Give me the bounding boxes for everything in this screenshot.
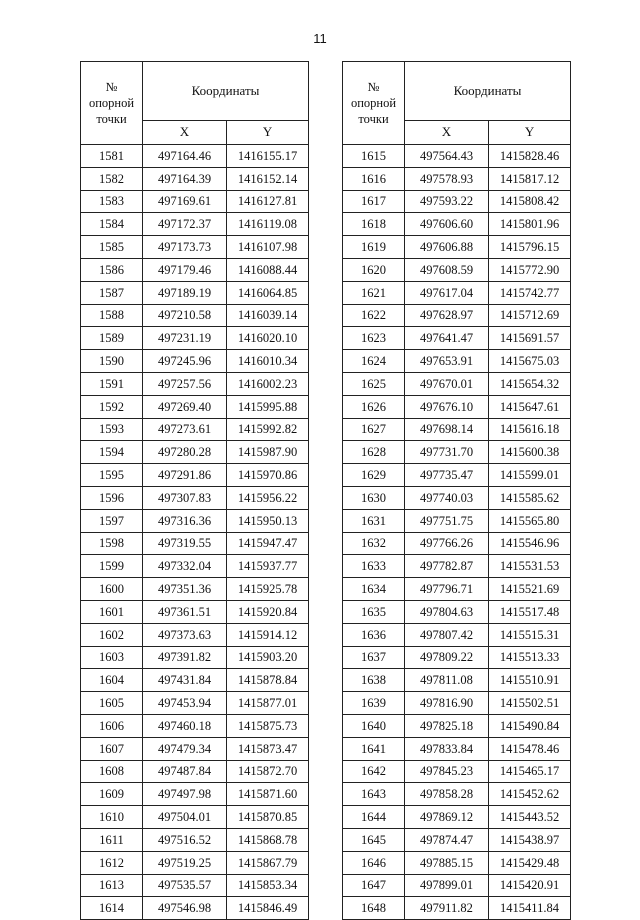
- table-row: [81, 578, 309, 601]
- point-number-cell: 1594: [81, 441, 143, 464]
- x-coordinate-cell: 497606.88: [405, 236, 489, 259]
- point-number-cell: 1619: [343, 236, 405, 259]
- header-point-number: [343, 62, 405, 145]
- y-coordinate-cell: 1415956.22: [227, 486, 309, 509]
- point-number-cell: 1648: [343, 897, 405, 920]
- y-coordinate-cell: 1415429.48: [489, 851, 571, 874]
- x-coordinate-cell: 497173.73: [143, 236, 227, 259]
- x-coordinate-cell: 497280.28: [143, 441, 227, 464]
- x-coordinate-cell: 497833.84: [405, 737, 489, 760]
- y-coordinate-cell: 1415465.17: [489, 760, 571, 783]
- y-coordinate-cell: 1415772.90: [489, 258, 571, 281]
- y-coordinate-cell: 1415585.62: [489, 486, 571, 509]
- point-number-cell: 1635: [343, 600, 405, 623]
- x-coordinate-cell: 497504.01: [143, 806, 227, 829]
- table-row: [81, 806, 309, 829]
- x-coordinate-cell: 497245.96: [143, 350, 227, 373]
- x-coordinate-cell: 497766.26: [405, 532, 489, 555]
- point-number-cell: 1581: [81, 145, 143, 168]
- point-number-cell: 1598: [81, 532, 143, 555]
- x-coordinate-cell: 497796.71: [405, 578, 489, 601]
- x-coordinate-cell: 497593.22: [405, 190, 489, 213]
- table-row: [81, 897, 309, 920]
- y-coordinate-cell: 1416088.44: [227, 258, 309, 281]
- header-point-number-word2: точки: [96, 112, 127, 126]
- y-coordinate-cell: 1415452.62: [489, 783, 571, 806]
- y-coordinate-cell: 1415600.38: [489, 441, 571, 464]
- y-coordinate-cell: 1415521.69: [489, 578, 571, 601]
- point-number-cell: 1608: [81, 760, 143, 783]
- y-coordinate-cell: 1415950.13: [227, 509, 309, 532]
- x-coordinate-cell: 497164.46: [143, 145, 227, 168]
- table-row: [81, 395, 309, 418]
- y-coordinate-cell: 1415925.78: [227, 578, 309, 601]
- point-number-cell: 1639: [343, 692, 405, 715]
- table-row: [81, 281, 309, 304]
- x-coordinate-cell: 497606.60: [405, 213, 489, 236]
- point-number-cell: 1614: [81, 897, 143, 920]
- point-number-cell: 1586: [81, 258, 143, 281]
- point-number-cell: 1584: [81, 213, 143, 236]
- point-number-cell: 1591: [81, 372, 143, 395]
- table-row: [81, 646, 309, 669]
- point-number-cell: 1633: [343, 555, 405, 578]
- table-row: [81, 783, 309, 806]
- x-coordinate-cell: 497874.47: [405, 828, 489, 851]
- y-coordinate-cell: 1416064.85: [227, 281, 309, 304]
- table-row: [343, 258, 571, 281]
- header-x: X: [143, 120, 227, 144]
- point-number-cell: 1582: [81, 167, 143, 190]
- x-coordinate-cell: 497519.25: [143, 851, 227, 874]
- x-coordinate-cell: 497391.82: [143, 646, 227, 669]
- table-row: [81, 372, 309, 395]
- table-row: [343, 760, 571, 783]
- point-number-cell: 1615: [343, 145, 405, 168]
- y-coordinate-cell: 1416119.08: [227, 213, 309, 236]
- y-coordinate-cell: 1415992.82: [227, 418, 309, 441]
- table-row: [81, 760, 309, 783]
- table-row: [343, 350, 571, 373]
- x-coordinate-cell: 497431.84: [143, 669, 227, 692]
- y-coordinate-cell: 1415599.01: [489, 464, 571, 487]
- table-row: [343, 304, 571, 327]
- header-point-number-word1: опорной: [88, 96, 135, 110]
- x-coordinate-cell: 497804.63: [405, 600, 489, 623]
- y-coordinate-cell: 1415877.01: [227, 692, 309, 715]
- point-number-cell: 1631: [343, 509, 405, 532]
- point-number-cell: 1592: [81, 395, 143, 418]
- y-coordinate-cell: 1415546.96: [489, 532, 571, 555]
- table-row: [343, 851, 571, 874]
- point-number-cell: 1617: [343, 190, 405, 213]
- x-coordinate-cell: 497811.08: [405, 669, 489, 692]
- table-row: [343, 509, 571, 532]
- point-number-cell: 1623: [343, 327, 405, 350]
- header-y: Y: [227, 120, 309, 144]
- header-coordinates: Координаты: [143, 62, 309, 121]
- table-row: [81, 350, 309, 373]
- point-number-cell: 1610: [81, 806, 143, 829]
- y-coordinate-cell: 1415853.34: [227, 874, 309, 897]
- y-coordinate-cell: 1416039.14: [227, 304, 309, 327]
- header-point-number-sign: №: [367, 80, 380, 94]
- table-row: [81, 600, 309, 623]
- y-coordinate-cell: 1415817.12: [489, 167, 571, 190]
- y-coordinate-cell: 1415675.03: [489, 350, 571, 373]
- y-coordinate-cell: 1415868.78: [227, 828, 309, 851]
- table-row: [343, 327, 571, 350]
- x-coordinate-cell: 497479.34: [143, 737, 227, 760]
- y-coordinate-cell: 1415828.46: [489, 145, 571, 168]
- table-row: [343, 213, 571, 236]
- y-coordinate-cell: 1415801.96: [489, 213, 571, 236]
- point-number-cell: 1590: [81, 350, 143, 373]
- y-coordinate-cell: 1415995.88: [227, 395, 309, 418]
- point-number-cell: 1587: [81, 281, 143, 304]
- y-coordinate-cell: 1415937.77: [227, 555, 309, 578]
- point-number-cell: 1613: [81, 874, 143, 897]
- point-number-cell: 1624: [343, 350, 405, 373]
- header-point-number: [81, 62, 143, 145]
- table-row: [81, 623, 309, 646]
- y-coordinate-cell: 1416127.81: [227, 190, 309, 213]
- table-row: [81, 532, 309, 555]
- x-coordinate-cell: 497210.58: [143, 304, 227, 327]
- y-coordinate-cell: 1415878.84: [227, 669, 309, 692]
- point-number-cell: 1634: [343, 578, 405, 601]
- table-body-left: [81, 145, 309, 920]
- table-row: [343, 372, 571, 395]
- x-coordinate-cell: 497578.93: [405, 167, 489, 190]
- y-coordinate-cell: 1415796.15: [489, 236, 571, 259]
- table-row: [81, 692, 309, 715]
- point-number-cell: 1583: [81, 190, 143, 213]
- table-row: [81, 874, 309, 897]
- table-row: [343, 623, 571, 646]
- x-coordinate-cell: 497460.18: [143, 714, 227, 737]
- point-number-cell: 1601: [81, 600, 143, 623]
- header-y: Y: [489, 120, 571, 144]
- point-number-cell: 1589: [81, 327, 143, 350]
- y-coordinate-cell: 1415870.85: [227, 806, 309, 829]
- x-coordinate-cell: 497497.98: [143, 783, 227, 806]
- y-coordinate-cell: 1415712.69: [489, 304, 571, 327]
- point-number-cell: 1616: [343, 167, 405, 190]
- x-coordinate-cell: 497751.75: [405, 509, 489, 532]
- table-row: [343, 555, 571, 578]
- point-number-cell: 1621: [343, 281, 405, 304]
- y-coordinate-cell: 1415947.47: [227, 532, 309, 555]
- table-row: [81, 441, 309, 464]
- x-coordinate-cell: 497809.22: [405, 646, 489, 669]
- y-coordinate-cell: 1415970.86: [227, 464, 309, 487]
- y-coordinate-cell: 1415654.32: [489, 372, 571, 395]
- table-row: [81, 851, 309, 874]
- y-coordinate-cell: 1415914.12: [227, 623, 309, 646]
- table-row: [81, 236, 309, 259]
- point-number-cell: 1603: [81, 646, 143, 669]
- table-row: [343, 828, 571, 851]
- x-coordinate-cell: 497189.19: [143, 281, 227, 304]
- x-coordinate-cell: 497670.01: [405, 372, 489, 395]
- y-coordinate-cell: 1415517.48: [489, 600, 571, 623]
- y-coordinate-cell: 1415531.53: [489, 555, 571, 578]
- x-coordinate-cell: 497273.61: [143, 418, 227, 441]
- y-coordinate-cell: 1415875.73: [227, 714, 309, 737]
- x-coordinate-cell: 497807.42: [405, 623, 489, 646]
- x-coordinate-cell: 497535.57: [143, 874, 227, 897]
- table-row: [81, 555, 309, 578]
- y-coordinate-cell: 1415502.51: [489, 692, 571, 715]
- y-coordinate-cell: 1415513.33: [489, 646, 571, 669]
- table-row: [343, 190, 571, 213]
- x-coordinate-cell: 497731.70: [405, 441, 489, 464]
- point-number-cell: 1643: [343, 783, 405, 806]
- point-number-cell: 1588: [81, 304, 143, 327]
- table-row: [81, 145, 309, 168]
- point-number-cell: 1611: [81, 828, 143, 851]
- y-coordinate-cell: 1415873.47: [227, 737, 309, 760]
- x-coordinate-cell: 497257.56: [143, 372, 227, 395]
- x-coordinate-cell: 497316.36: [143, 509, 227, 532]
- y-coordinate-cell: 1416010.34: [227, 350, 309, 373]
- y-coordinate-cell: 1416002.23: [227, 372, 309, 395]
- table-row: [81, 258, 309, 281]
- point-number-cell: 1645: [343, 828, 405, 851]
- table-row: [343, 783, 571, 806]
- y-coordinate-cell: 1415987.90: [227, 441, 309, 464]
- table-row: [343, 464, 571, 487]
- x-coordinate-cell: 497825.18: [405, 714, 489, 737]
- x-coordinate-cell: 497782.87: [405, 555, 489, 578]
- x-coordinate-cell: 497845.23: [405, 760, 489, 783]
- point-number-cell: 1605: [81, 692, 143, 715]
- point-number-cell: 1625: [343, 372, 405, 395]
- point-number-cell: 1607: [81, 737, 143, 760]
- table-row: [343, 441, 571, 464]
- table-row: [81, 418, 309, 441]
- coordinates-table-left: [80, 61, 309, 920]
- x-coordinate-cell: 497373.63: [143, 623, 227, 646]
- x-coordinate-cell: 497332.04: [143, 555, 227, 578]
- point-number-cell: 1629: [343, 464, 405, 487]
- point-number-cell: 1638: [343, 669, 405, 692]
- point-number-cell: 1612: [81, 851, 143, 874]
- y-coordinate-cell: 1415443.52: [489, 806, 571, 829]
- header-coordinates: Координаты: [405, 62, 571, 121]
- x-coordinate-cell: 497319.55: [143, 532, 227, 555]
- table-row: [81, 669, 309, 692]
- header-point-number-word2: точки: [358, 112, 389, 126]
- y-coordinate-cell: 1415647.61: [489, 395, 571, 418]
- y-coordinate-cell: 1415490.84: [489, 714, 571, 737]
- point-number-cell: 1636: [343, 623, 405, 646]
- x-coordinate-cell: 497885.15: [405, 851, 489, 874]
- table-row: [343, 578, 571, 601]
- x-coordinate-cell: 497269.40: [143, 395, 227, 418]
- y-coordinate-cell: 1415691.57: [489, 327, 571, 350]
- point-number-cell: 1606: [81, 714, 143, 737]
- x-coordinate-cell: 497858.28: [405, 783, 489, 806]
- y-coordinate-cell: 1415616.18: [489, 418, 571, 441]
- y-coordinate-cell: 1415515.31: [489, 623, 571, 646]
- table-row: [81, 190, 309, 213]
- point-number-cell: 1628: [343, 441, 405, 464]
- x-coordinate-cell: 497291.86: [143, 464, 227, 487]
- point-number-cell: 1596: [81, 486, 143, 509]
- point-number-cell: 1602: [81, 623, 143, 646]
- table-row: [81, 213, 309, 236]
- point-number-cell: 1641: [343, 737, 405, 760]
- table-row: [343, 600, 571, 623]
- x-coordinate-cell: 497179.46: [143, 258, 227, 281]
- point-number-cell: 1626: [343, 395, 405, 418]
- header-point-number-word1: опорной: [350, 96, 397, 110]
- y-coordinate-cell: 1415478.46: [489, 737, 571, 760]
- table-row: [81, 304, 309, 327]
- point-number-cell: 1609: [81, 783, 143, 806]
- point-number-cell: 1640: [343, 714, 405, 737]
- x-coordinate-cell: 497546.98: [143, 897, 227, 920]
- y-coordinate-cell: 1416155.17: [227, 145, 309, 168]
- table-row: [343, 145, 571, 168]
- point-number-cell: 1637: [343, 646, 405, 669]
- x-coordinate-cell: 497617.04: [405, 281, 489, 304]
- table-row: [81, 167, 309, 190]
- point-number-cell: 1593: [81, 418, 143, 441]
- x-coordinate-cell: 497641.47: [405, 327, 489, 350]
- point-number-cell: 1600: [81, 578, 143, 601]
- x-coordinate-cell: 497564.43: [405, 145, 489, 168]
- y-coordinate-cell: 1415903.20: [227, 646, 309, 669]
- table-row: [343, 692, 571, 715]
- y-coordinate-cell: 1415420.91: [489, 874, 571, 897]
- table-row: [343, 874, 571, 897]
- table-row: [81, 714, 309, 737]
- table-row: [343, 236, 571, 259]
- table-body-right: [343, 145, 571, 920]
- y-coordinate-cell: 1415872.70: [227, 760, 309, 783]
- x-coordinate-cell: 497351.36: [143, 578, 227, 601]
- header-point-number-sign: №: [105, 80, 118, 94]
- table-row: [343, 806, 571, 829]
- table-row: [343, 669, 571, 692]
- y-coordinate-cell: 1415867.79: [227, 851, 309, 874]
- x-coordinate-cell: 497516.52: [143, 828, 227, 851]
- y-coordinate-cell: 1416020.10: [227, 327, 309, 350]
- table-row: [343, 395, 571, 418]
- y-coordinate-cell: 1415438.97: [489, 828, 571, 851]
- y-coordinate-cell: 1416152.14: [227, 167, 309, 190]
- table-row: [343, 486, 571, 509]
- table-row: [81, 737, 309, 760]
- y-coordinate-cell: 1415846.49: [227, 897, 309, 920]
- page-number: 11: [313, 31, 327, 46]
- point-number-cell: 1620: [343, 258, 405, 281]
- x-coordinate-cell: 497899.01: [405, 874, 489, 897]
- x-coordinate-cell: 497869.12: [405, 806, 489, 829]
- x-coordinate-cell: 497911.82: [405, 897, 489, 920]
- y-coordinate-cell: 1415808.42: [489, 190, 571, 213]
- y-coordinate-cell: 1415920.84: [227, 600, 309, 623]
- x-coordinate-cell: 497487.84: [143, 760, 227, 783]
- point-number-cell: 1618: [343, 213, 405, 236]
- point-number-cell: 1585: [81, 236, 143, 259]
- x-coordinate-cell: 497231.19: [143, 327, 227, 350]
- x-coordinate-cell: 497169.61: [143, 190, 227, 213]
- table-row: [81, 486, 309, 509]
- y-coordinate-cell: 1416107.98: [227, 236, 309, 259]
- table-row: [81, 828, 309, 851]
- point-number-cell: 1630: [343, 486, 405, 509]
- y-coordinate-cell: 1415510.91: [489, 669, 571, 692]
- table-row: [343, 646, 571, 669]
- header-x: X: [405, 120, 489, 144]
- point-number-cell: 1647: [343, 874, 405, 897]
- point-number-cell: 1646: [343, 851, 405, 874]
- coordinates-table-right: [342, 61, 571, 920]
- table-row: [81, 509, 309, 532]
- table-row: [343, 418, 571, 441]
- table-row: [81, 327, 309, 350]
- y-coordinate-cell: 1415411.84: [489, 897, 571, 920]
- point-number-cell: 1595: [81, 464, 143, 487]
- table-row: [343, 532, 571, 555]
- x-coordinate-cell: 497653.91: [405, 350, 489, 373]
- point-number-cell: 1632: [343, 532, 405, 555]
- y-coordinate-cell: 1415565.80: [489, 509, 571, 532]
- point-number-cell: 1599: [81, 555, 143, 578]
- x-coordinate-cell: 497676.10: [405, 395, 489, 418]
- x-coordinate-cell: 497735.47: [405, 464, 489, 487]
- point-number-cell: 1644: [343, 806, 405, 829]
- x-coordinate-cell: 497164.39: [143, 167, 227, 190]
- point-number-cell: 1642: [343, 760, 405, 783]
- y-coordinate-cell: 1415871.60: [227, 783, 309, 806]
- x-coordinate-cell: 497698.14: [405, 418, 489, 441]
- table-row: [343, 167, 571, 190]
- x-coordinate-cell: 497628.97: [405, 304, 489, 327]
- point-number-cell: 1622: [343, 304, 405, 327]
- x-coordinate-cell: 497361.51: [143, 600, 227, 623]
- point-number-cell: 1627: [343, 418, 405, 441]
- point-number-cell: 1604: [81, 669, 143, 692]
- x-coordinate-cell: 497740.03: [405, 486, 489, 509]
- x-coordinate-cell: 497172.37: [143, 213, 227, 236]
- x-coordinate-cell: 497816.90: [405, 692, 489, 715]
- point-number-cell: 1597: [81, 509, 143, 532]
- x-coordinate-cell: 497608.59: [405, 258, 489, 281]
- table-row: [343, 737, 571, 760]
- x-coordinate-cell: 497307.83: [143, 486, 227, 509]
- table-row: [81, 464, 309, 487]
- table-row: [343, 281, 571, 304]
- y-coordinate-cell: 1415742.77: [489, 281, 571, 304]
- table-row: [343, 714, 571, 737]
- x-coordinate-cell: 497453.94: [143, 692, 227, 715]
- table-row: [343, 897, 571, 920]
